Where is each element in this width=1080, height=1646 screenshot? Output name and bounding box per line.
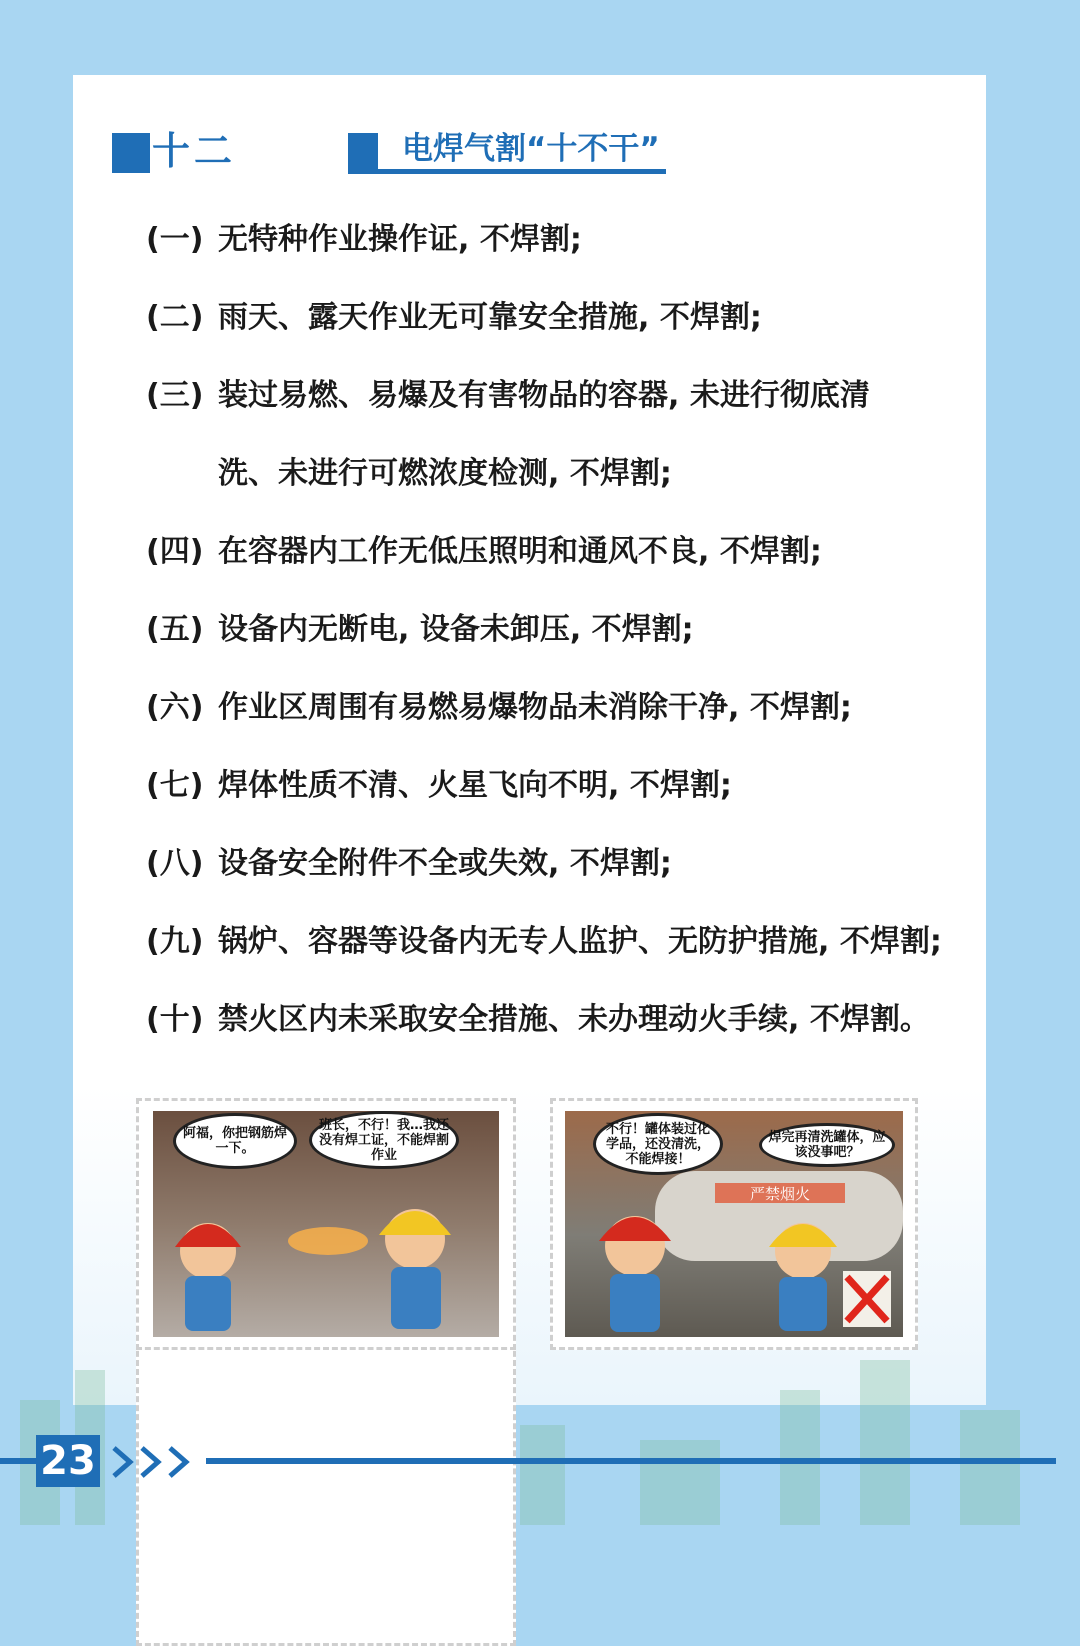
comic-panel-1-border xyxy=(136,1098,516,1350)
section-header xyxy=(112,127,660,177)
speech-bubble-right xyxy=(309,1111,459,1169)
rule-index: (五) xyxy=(146,612,204,647)
rule-index: (一) xyxy=(146,222,204,257)
section-title: 电焊气割“十不干” xyxy=(402,131,660,167)
header-bar-left xyxy=(112,133,150,173)
header-bar-right xyxy=(348,133,378,173)
rule-text: 雨天、露天作业无可靠安全措施, 不焊割; xyxy=(218,300,762,335)
rule-index: (十) xyxy=(146,1002,204,1037)
rule-index: (四) xyxy=(146,534,204,569)
rule-index: (二) xyxy=(146,300,204,335)
footer-line-right xyxy=(206,1458,1056,1464)
rule-text: 锅炉、容器等设备内无专人监护、无防护措施, 不焊割; xyxy=(218,924,942,959)
footer-line-left xyxy=(0,1458,36,1464)
rule-item xyxy=(146,290,976,368)
rule-continuation xyxy=(146,446,976,524)
comic-panel-2-border xyxy=(550,1098,918,1350)
rule-text: 装过易燃、易爆及有害物品的容器, 未进行彻底清 xyxy=(218,378,870,413)
rule-item xyxy=(146,992,976,1070)
tank-sign-text: 严禁烟火 xyxy=(749,1185,811,1203)
bubble-text: 阿福，你把钢筋焊一下。 xyxy=(182,1126,287,1156)
chevron-right-icon xyxy=(104,1440,204,1484)
rule-item xyxy=(146,368,976,446)
rule-text: 无特种作业操作证, 不焊割; xyxy=(218,222,582,257)
rule-index: (九) xyxy=(146,924,204,959)
rule-text: 在容器内工作无低压照明和通风不良, 不焊割; xyxy=(218,534,822,569)
rule-item xyxy=(146,212,976,290)
rule-item xyxy=(146,836,976,914)
speech-bubble-left xyxy=(173,1113,297,1169)
header-underline xyxy=(348,169,666,174)
rule-item xyxy=(146,758,976,836)
rule-index: (三) xyxy=(146,378,204,413)
rule-text: 设备安全附件不全或失效, 不焊割; xyxy=(218,846,672,881)
section-number: 十二 xyxy=(152,129,237,173)
bubble-text: 焊完再清洗罐体，应该没事吧？ xyxy=(768,1130,886,1160)
rule-item xyxy=(146,524,976,602)
speech-bubble-left xyxy=(593,1113,723,1175)
rule-index: (七) xyxy=(146,768,204,803)
rule-text: 作业区周围有易燃易爆物品未消除干净, 不焊割; xyxy=(218,690,852,725)
rule-text-continued: 洗、未进行可燃浓度检测, 不焊割; xyxy=(218,456,672,491)
speech-bubble-right xyxy=(759,1123,895,1167)
rule-text: 设备内无断电, 设备未卸压, 不焊割; xyxy=(218,612,694,647)
bubble-text: 不行！罐体装过化学品，还没清洗，不能焊接！ xyxy=(605,1121,710,1167)
rule-index: (八) xyxy=(146,846,204,881)
rule-item xyxy=(146,680,976,758)
rule-index: (六) xyxy=(146,690,204,725)
rule-item xyxy=(146,602,976,680)
bubble-text: 班长，不行！我…我还没有焊工证，不能焊割作业 xyxy=(318,1117,449,1163)
rules-list xyxy=(146,212,976,1070)
rule-item xyxy=(146,914,976,992)
page-number: 23 xyxy=(36,1435,100,1487)
rule-text: 焊体性质不清、火星飞向不明, 不焊割; xyxy=(218,768,732,803)
rule-text: 禁火区内未采取安全措施、未办理动火手续, 不焊割。 xyxy=(218,1002,930,1037)
